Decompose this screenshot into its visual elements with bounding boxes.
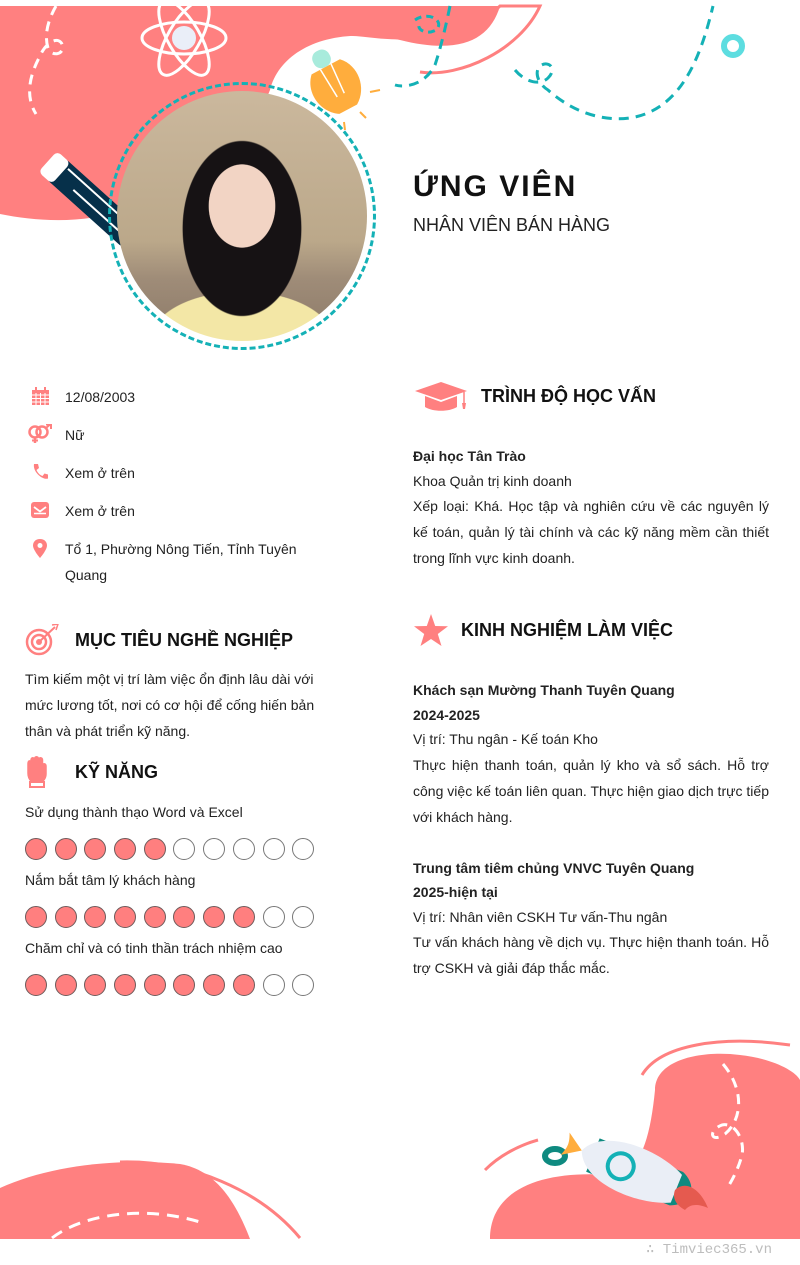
faculty: Khoa Quản trị kinh doanh	[413, 472, 572, 489]
gender-icon	[28, 422, 52, 446]
skill-dot-empty	[263, 974, 285, 996]
skill-dot-filled	[114, 974, 136, 996]
experience-title: KINH NGHIỆM LÀM VIỆC	[461, 619, 674, 640]
skill-dot-filled	[173, 974, 195, 996]
birthdate-value: 12/08/2003	[65, 389, 136, 405]
education-body	[413, 444, 769, 571]
skill-dot-filled	[144, 974, 166, 996]
email-icon	[28, 498, 52, 522]
location-pin-icon	[28, 536, 52, 560]
skill-dot-filled	[84, 974, 106, 996]
skill-name: Sử dụng thành thạo Word và Excel	[25, 804, 243, 820]
graduation-cap-icon	[413, 378, 481, 414]
skill-rating	[25, 974, 325, 996]
skill-dot-filled	[25, 974, 47, 996]
skill-dot-filled	[233, 974, 255, 996]
career-goal-title: MỤC TIÊU NGHỀ NGHIỆP	[75, 629, 294, 650]
skill-dot-filled	[173, 906, 195, 928]
skill-dot-filled	[144, 838, 166, 860]
job-period: 2025-hiện tại	[413, 884, 498, 900]
skill-dot-filled	[233, 906, 255, 928]
skills-title: KỸ NĂNG	[75, 761, 159, 782]
job-item	[413, 856, 769, 982]
company-name: Khách sạn Mường Thanh Tuyên Quang	[413, 682, 675, 698]
education-description: Xếp loại: Khá. Học tập và nghiên cứu về các nguyên lý kế toán, quản lý tài chính và các kỹ năng mềm cần thiết trong lĩnh vực kinh doanh.	[413, 498, 769, 566]
candidate-job-title: NHÂN VIÊN BÁN HÀNG	[413, 215, 611, 235]
skill-dot-filled	[203, 906, 225, 928]
bottom-right-rocket-decoration	[480, 1030, 800, 1240]
profile-photo	[117, 91, 367, 341]
email-value: Xem ở trên	[65, 503, 135, 519]
skill-dot-filled	[114, 906, 136, 928]
experience-section	[413, 612, 769, 1007]
job-description: Tư vấn khách hàng về dịch vụ. Thực hiện thanh toán. Hỗ trợ CSKH và giải đáp thắc mắc.	[413, 934, 769, 976]
phone-value: Xem ở trên	[65, 465, 135, 481]
candidate-name: ỨNG VIÊN	[413, 170, 578, 203]
skill-dot-empty	[263, 838, 285, 860]
skills-section	[25, 754, 325, 1000]
skills-list	[25, 802, 325, 996]
skill-dot-empty	[203, 838, 225, 860]
star-icon	[413, 612, 461, 648]
skill-item	[25, 938, 325, 996]
skill-dot-filled	[25, 906, 47, 928]
profile-photo-frame	[108, 82, 376, 350]
skill-name: Nắm bắt tâm lý khách hàng	[25, 872, 196, 888]
skill-dot-empty	[173, 838, 195, 860]
phone-icon	[28, 460, 52, 484]
contact-phone	[28, 460, 338, 486]
skill-dot-filled	[114, 838, 136, 860]
skills-header	[25, 754, 325, 790]
experience-header	[413, 612, 769, 648]
school-name: Đại học Tân Trào	[413, 448, 526, 464]
skill-rating	[25, 906, 325, 928]
skill-dot-empty	[292, 838, 314, 860]
contact-birthdate	[28, 384, 338, 410]
contact-email	[28, 498, 338, 524]
skill-dot-filled	[55, 838, 77, 860]
skill-dot-filled	[144, 906, 166, 928]
skill-dot-filled	[25, 838, 47, 860]
company-name: Trung tâm tiêm chủng VNVC Tuyên Quang	[413, 859, 695, 876]
career-goal-section	[25, 622, 320, 744]
skill-dot-empty	[292, 906, 314, 928]
skill-dot-filled	[84, 906, 106, 928]
header-name-block	[413, 168, 610, 236]
target-icon	[25, 622, 75, 658]
experience-body	[413, 678, 769, 981]
skill-dot-empty	[292, 974, 314, 996]
career-goal-header	[25, 622, 320, 658]
hand-icon	[25, 754, 75, 790]
skill-dot-filled	[55, 974, 77, 996]
skill-name: Chăm chỉ và có tinh thần trách nhiệm cao	[25, 940, 283, 956]
skill-dot-filled	[203, 974, 225, 996]
job-period: 2024-2025	[413, 706, 480, 723]
job-position: Vị trí: Thu ngân - Kế toán Kho	[413, 731, 598, 747]
contact-gender	[28, 422, 338, 448]
job-position: Vị trí: Nhân viên CSKH Tư vấn-Thu ngân	[413, 908, 668, 925]
gender-value: Nữ	[65, 427, 85, 443]
contact-address	[28, 536, 338, 588]
career-goal-text: Tìm kiếm một vị trí làm việc ổn định lâu dài với mức lương tốt, nơi có cơ hội để cống hiến bản thân và phát triển kỹ năng.	[25, 671, 315, 739]
footer-brand-watermark: ∴ Timviec365.vn	[645, 1242, 772, 1258]
education-title: TRÌNH ĐỘ HỌC VẤN	[481, 385, 656, 406]
skill-item	[25, 870, 325, 928]
skill-dot-filled	[55, 906, 77, 928]
calendar-icon	[28, 384, 52, 408]
contact-info	[28, 384, 338, 600]
bottom-left-blob-decoration	[0, 1160, 320, 1240]
education-section	[413, 378, 769, 571]
job-description: Thực hiện thanh toán, quản lý kho và sổ sách. Hỗ trợ công việc kế toán liên quan. Thực hiện giao dịch trực tiếp với khách hàng.	[413, 756, 769, 825]
skill-rating	[25, 838, 325, 860]
education-header	[413, 378, 769, 414]
skill-item	[25, 802, 325, 860]
skill-dot-empty	[233, 838, 255, 860]
address-value: Tổ 1, Phường Nông Tiến, Tỉnh Tuyên Quang	[65, 541, 297, 583]
skill-dot-filled	[84, 838, 106, 860]
skill-dot-empty	[263, 906, 285, 928]
job-item	[413, 678, 769, 830]
